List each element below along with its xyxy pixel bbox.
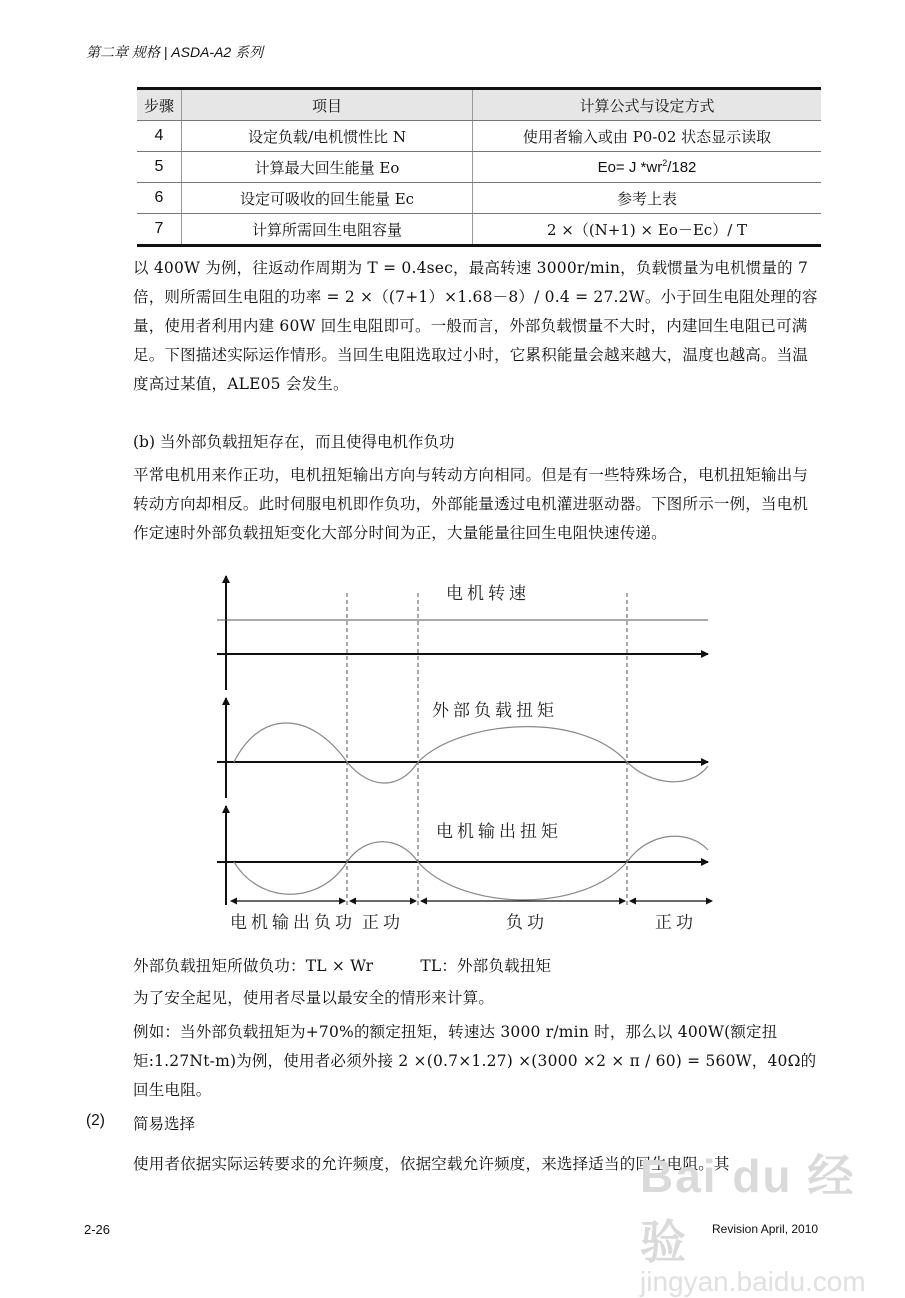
- paragraph-70pct-example: 例如：当外部负载扭矩为+70%的额定扭矩，转速达 3000 r/min 时，那么以 400W(额定扭矩:1.27Nt-m)为例，使用者必须外接 2 ×(0.7×1.27) ×(3000 ×2 × π / 60) = 560W，40Ω的回生电阻。: [133, 1023, 817, 1099]
- torque-diagram-graphics: [200, 560, 740, 940]
- table-row: [137, 183, 821, 214]
- negative-work-formula: 外部负载扭矩所做负功：TL × Wr TL：外部负载扭矩: [133, 957, 552, 975]
- column-header-step: 步骤: [137, 89, 182, 121]
- safety-note: 为了安全起见，使用者尽量以最安全的情形来计算。: [133, 989, 495, 1007]
- external-load-torque-label: 外部负载扭矩: [432, 701, 558, 721]
- segment-label-motor-negative-work: 电机输出负功: [230, 913, 356, 933]
- step-item: 计算所需回生电阻容量: [182, 214, 473, 246]
- calculation-steps-table: [137, 87, 821, 247]
- step-item: 计算最大回生能量 Eo: [182, 152, 473, 183]
- table-header-row: [137, 89, 821, 121]
- segment-label-negative-work: 负功: [506, 913, 548, 933]
- motor-output-torque-label: 电机输出扭矩: [436, 822, 562, 842]
- watermark-logo: Bai du 经验: [640, 1150, 856, 1268]
- formula-tail: /182: [667, 159, 697, 176]
- step-number: 7: [137, 214, 182, 246]
- section-2-title: 简易选择: [133, 1115, 196, 1133]
- formula-exponent: 2: [662, 158, 668, 168]
- segment-label-positive-work: 正功: [362, 913, 404, 933]
- step-number: 4: [137, 121, 182, 152]
- step-number: 5: [137, 152, 182, 183]
- formula-base: Eo= J *wr: [597, 159, 663, 176]
- paragraph-section-2: 使用者依据实际运转要求的允许频度，依据空载允许频度，来选择适当的回生电阻。其: [133, 1155, 730, 1173]
- paragraph-section-b: 平常电机用来作正功，电机扭矩输出方向与转动方向相同。但是有一些特殊场合，电机扭矩输出与转动方向却相反。此时伺服电机即作负功，外部能量透过电机灌进驱动器。下图所示一例，当电机作定速时外部负载扭矩变化大部分时间为正，大量能量往回生电阻快速传递。: [133, 466, 809, 542]
- motor-speed-label: 电机转速: [446, 584, 530, 604]
- step-item: 设定可吸收的回生能量 Ec: [182, 183, 473, 214]
- step-formula: 2 ×（(N+1) × Eo－Ec）/ T: [546, 220, 748, 239]
- step-formula: 使用者输入或由 P0-02 状态显示读取: [473, 121, 822, 152]
- watermark-url: jingyan.baidu.com: [640, 1266, 866, 1297]
- paragraph-400w-example: 以 400W 为例，往返动作周期为 T = 0.4sec，最高转速 3000r/min，负载惯量为电机惯量的 7 倍，则所需回生电阻的功率 = 2 ×（(7+1）×1.68－8）/ 0.4 = 27.2W。小于回生电阻处理的容量，使用者利用内建 60W 回生电阻即可。一般而言，外部负载惯量不大时，内建回生电阻已可满足。下图描述实际运作情形。当回生电阻选取过小时，它累积能量会越来越大，温度也越高。当温度高过某值，ALE05 会发生。: [133, 259, 818, 393]
- step-formula: 参考上表: [473, 183, 822, 214]
- column-header-item: 项目: [182, 89, 473, 121]
- page-number: 2-26: [84, 1222, 111, 1237]
- phase-separators: [347, 593, 627, 905]
- segment-label-positive-work-2: 正功: [655, 913, 697, 933]
- table-row: [137, 214, 821, 246]
- step-formula: [473, 152, 822, 183]
- table-row: [137, 121, 821, 152]
- table-row: [137, 152, 821, 183]
- torque-diagram: [200, 560, 740, 940]
- column-header-formula: 计算公式与设定方式: [473, 89, 822, 121]
- step-number: 6: [137, 183, 182, 214]
- step-item: 设定负载/电机惯性比 N: [182, 121, 473, 152]
- revision-date: Revision April, 2010: [712, 1222, 819, 1236]
- section-b-heading: (b) 当外部负载扭矩存在，而且使得电机作负功: [133, 433, 455, 451]
- section-2-number: (2): [86, 1112, 105, 1129]
- chapter-header: 第二章 规格 | ASDA-A2 系列: [86, 44, 264, 60]
